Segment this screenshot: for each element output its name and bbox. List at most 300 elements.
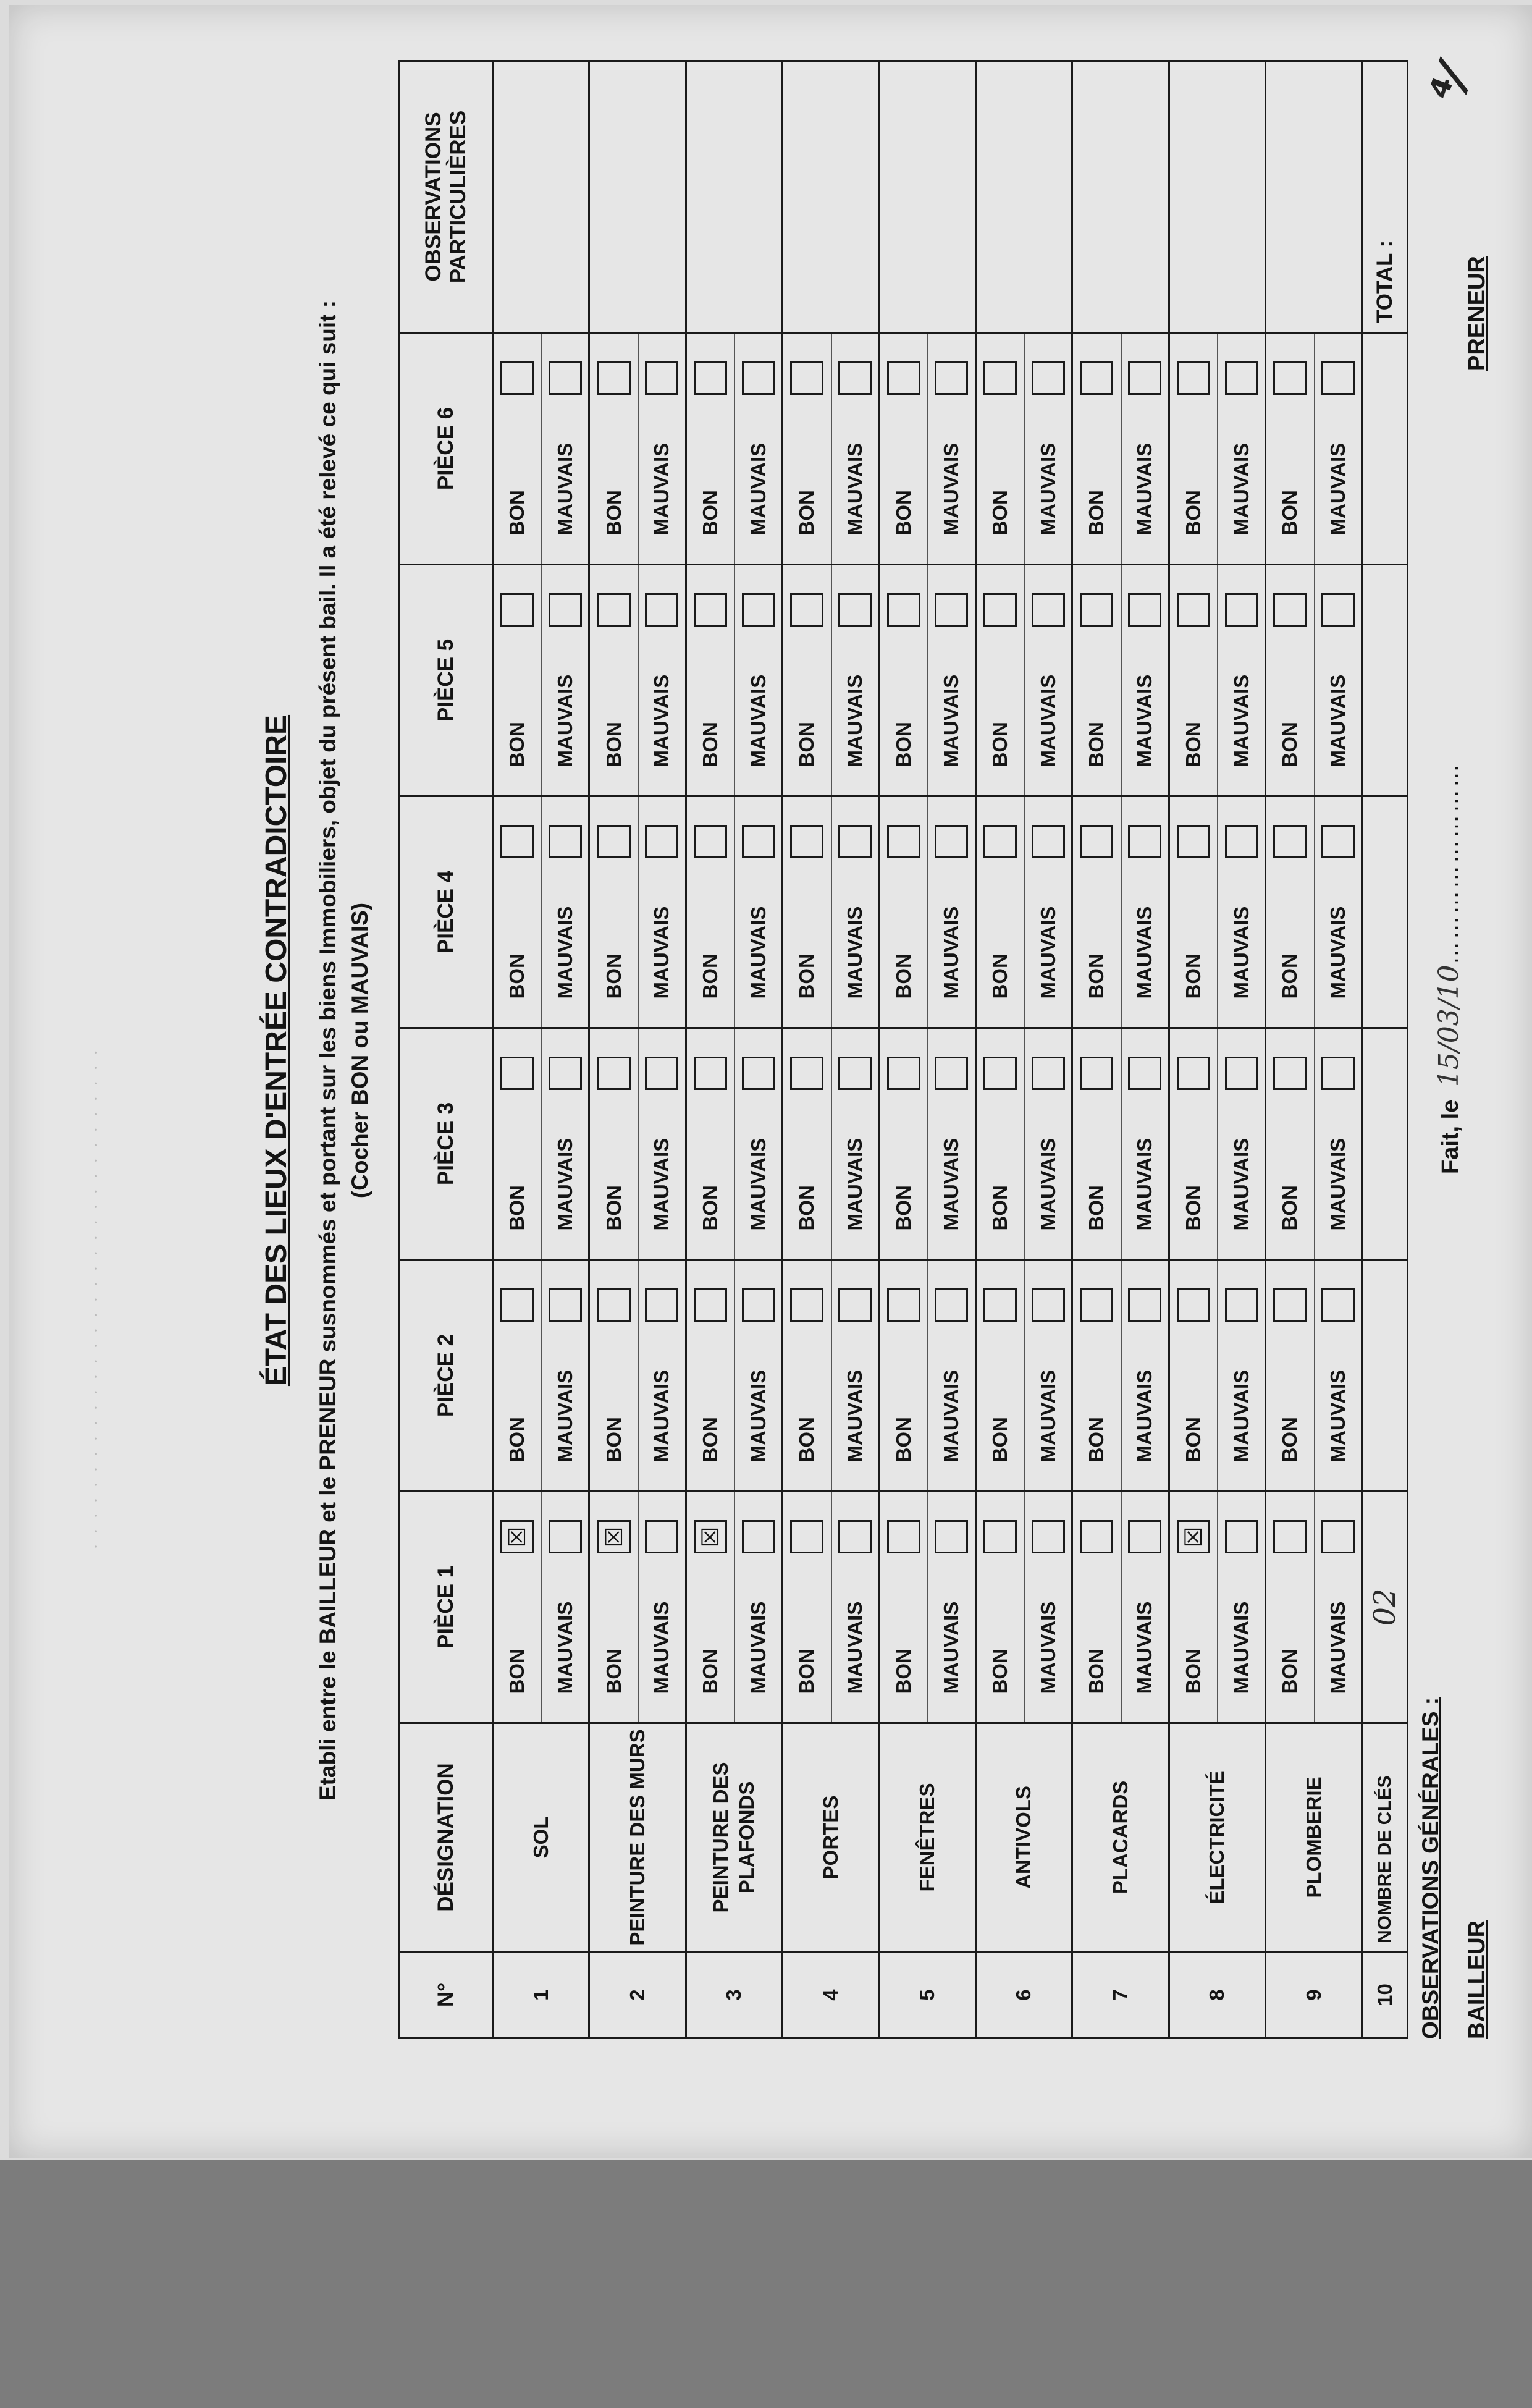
- option-stack: [1170, 334, 1265, 564]
- option-bad-checkbox[interactable]: [1321, 594, 1355, 627]
- option-good-checkbox[interactable]: [790, 362, 823, 395]
- option-bad-checkbox[interactable]: [1032, 1289, 1065, 1322]
- option-good-label: BON: [795, 953, 819, 999]
- option-bad-checkbox[interactable]: [935, 1057, 968, 1091]
- option-bad-label: MAUVAIS: [1133, 1138, 1156, 1231]
- option-stack: [1170, 1261, 1265, 1490]
- option-good: [977, 565, 1024, 795]
- option-good: [1073, 1261, 1121, 1490]
- option-bad-label: MAUVAIS: [746, 1369, 770, 1463]
- row-observations[interactable]: [1169, 61, 1265, 333]
- piece-4-cell: [1072, 796, 1169, 1028]
- option-good-label: BON: [1278, 490, 1302, 536]
- option-bad-checkbox[interactable]: [1225, 362, 1258, 395]
- option-good-label: BON: [795, 490, 819, 536]
- option-good-checkbox[interactable]: [983, 1057, 1017, 1091]
- row-designation: ANTIVOLS: [975, 1723, 1072, 1952]
- option-good: [880, 1261, 927, 1490]
- option-bad-label: MAUVAIS: [650, 1369, 673, 1463]
- option-good-label: BON: [891, 1649, 915, 1694]
- option-stack: [494, 1261, 588, 1490]
- option-bad-checkbox[interactable]: [1225, 1521, 1258, 1554]
- option-bad: [638, 334, 685, 564]
- option-bad-checkbox[interactable]: [935, 1289, 968, 1322]
- option-bad-checkbox[interactable]: [549, 1057, 582, 1091]
- option-good-label: BON: [1181, 1417, 1205, 1463]
- option-good-checkbox[interactable]: [1177, 1057, 1210, 1091]
- option-good-checkbox[interactable]: [1273, 1057, 1307, 1091]
- option-bad-checkbox[interactable]: [742, 826, 775, 859]
- option-bad: [1217, 1492, 1265, 1722]
- option-bad: [541, 1492, 589, 1722]
- option-bad-checkbox[interactable]: [935, 826, 968, 859]
- option-good-checkbox[interactable]: [790, 594, 823, 627]
- option-good-checkbox[interactable]: [1273, 1521, 1307, 1554]
- row-designation: ÉLECTRICITÉ: [1169, 1723, 1265, 1952]
- option-good-checkbox[interactable]: [500, 1289, 534, 1322]
- option-bad-checkbox[interactable]: [645, 1057, 678, 1091]
- option-good-checkbox[interactable]: [597, 1057, 631, 1091]
- option-bad-label: MAUVAIS: [1036, 1138, 1059, 1231]
- option-good-checkbox[interactable]: [1177, 1289, 1210, 1322]
- option-good: [1266, 797, 1314, 1027]
- row-observations[interactable]: [783, 61, 879, 333]
- option-bad-label: MAUVAIS: [746, 674, 770, 767]
- option-bad-label: MAUVAIS: [940, 1138, 963, 1231]
- option-good-label: BON: [988, 490, 1012, 536]
- header-designation: DÉSIGNATION: [400, 1723, 493, 1952]
- piece-1-cell: [1265, 1492, 1362, 1723]
- option-bad-checkbox[interactable]: [1321, 1057, 1355, 1091]
- option-good-checkbox[interactable]: [694, 594, 727, 627]
- piece-2-cell: [686, 1260, 782, 1492]
- option-good-checkbox[interactable]: [790, 1057, 823, 1091]
- option-bad-checkbox[interactable]: [935, 1521, 968, 1554]
- header-observations: OBSERVATIONS PARTICULIÈRES: [400, 61, 493, 333]
- option-bad-label: MAUVAIS: [1326, 1601, 1349, 1694]
- option-good-checkbox[interactable]: [1177, 594, 1210, 627]
- option-good-label: BON: [988, 1417, 1012, 1463]
- option-bad-checkbox[interactable]: [838, 1057, 872, 1091]
- option-bad-label: MAUVAIS: [940, 906, 963, 999]
- piece-6-cell: [1072, 333, 1169, 565]
- option-good-label: BON: [699, 1185, 722, 1231]
- row-observations[interactable]: [975, 61, 1072, 333]
- option-good: [494, 1029, 541, 1259]
- option-bad: [1024, 334, 1071, 564]
- option-good-label: BON: [1278, 1417, 1302, 1463]
- option-good: [1170, 1492, 1218, 1722]
- option-good-checkbox[interactable]: [1080, 362, 1113, 395]
- option-bad: [1314, 1492, 1362, 1722]
- option-bad-label: MAUVAIS: [843, 1138, 867, 1231]
- option-good: [783, 565, 831, 795]
- row-number: 10: [1362, 1952, 1408, 2038]
- option-bad: [1314, 334, 1362, 564]
- option-bad-checkbox[interactable]: [1032, 1057, 1065, 1091]
- option-stack: [880, 1029, 974, 1259]
- option-good-label: BON: [1181, 1649, 1205, 1694]
- option-good-checkbox[interactable]: [887, 1057, 920, 1091]
- option-good-checkbox[interactable]: [1273, 1289, 1307, 1322]
- row-number: 6: [975, 1952, 1072, 2038]
- option-bad-checkbox[interactable]: [1128, 362, 1161, 395]
- option-good-checkbox[interactable]: [1080, 1057, 1113, 1091]
- piece-2-cell: [1169, 1260, 1265, 1492]
- option-bad: [734, 797, 781, 1027]
- keys-piece-5-cell: [1362, 565, 1408, 796]
- option-bad-checkbox[interactable]: [838, 1521, 872, 1554]
- option-good: [880, 797, 927, 1027]
- lessor-signature-label: BAILLEUR: [1464, 1920, 1490, 2039]
- option-bad-checkbox[interactable]: [1128, 1289, 1161, 1322]
- option-good-checkbox[interactable]: [694, 1289, 727, 1322]
- option-good: [880, 565, 927, 795]
- option-bad-label: MAUVAIS: [1229, 1369, 1253, 1463]
- intro-line-1: Etabli entre le BAILLEUR et le PRENEUR susnommés et portant sur les biens Immobiliers, objet du présent bail. Il a été relevé ce qui suit :: [315, 300, 340, 1801]
- option-bad-checkbox[interactable]: [645, 594, 678, 627]
- option-stack: [494, 1029, 588, 1259]
- option-bad-checkbox[interactable]: [838, 1289, 872, 1322]
- header-piece-1: PIÈCE 1: [400, 1492, 493, 1723]
- option-good-checkbox[interactable]: [597, 362, 631, 395]
- rotated-document: [259, 62, 1495, 2039]
- option-bad-checkbox[interactable]: [645, 826, 678, 859]
- option-bad-label: MAUVAIS: [650, 674, 673, 767]
- option-bad: [1314, 797, 1362, 1027]
- row-designation: PLACARDS: [1072, 1723, 1169, 1952]
- option-bad: [1121, 565, 1168, 795]
- option-bad: [927, 1029, 975, 1259]
- option-good: [494, 797, 541, 1027]
- table-row: [783, 61, 879, 2038]
- piece-5-cell: [1265, 565, 1362, 796]
- option-good-label: BON: [1181, 490, 1205, 536]
- table-row: [1072, 61, 1169, 2038]
- piece-1-cell: [686, 1492, 782, 1723]
- piece-3-cell: [975, 1028, 1072, 1260]
- option-good-label: BON: [1278, 1649, 1302, 1694]
- row-designation: SOL: [493, 1723, 589, 1952]
- option-bad: [734, 1261, 781, 1490]
- keys-label: NOMBRE DE CLÉS: [1362, 1723, 1408, 1952]
- option-bad: [1121, 797, 1168, 1027]
- option-bad-checkbox[interactable]: [1032, 594, 1065, 627]
- option-bad-checkbox[interactable]: [549, 362, 582, 395]
- option-good: [687, 565, 734, 795]
- option-bad-checkbox[interactable]: [742, 594, 775, 627]
- piece-6-cell: [975, 333, 1072, 565]
- piece-3-cell: [879, 1028, 975, 1260]
- option-good-checkbox[interactable]: [1273, 594, 1307, 627]
- option-good-checkbox[interactable]: [694, 826, 727, 859]
- option-bad-checkbox[interactable]: [1321, 1289, 1355, 1322]
- option-stack: [880, 1261, 974, 1490]
- option-bad-checkbox[interactable]: [1225, 1057, 1258, 1091]
- option-bad: [1024, 797, 1071, 1027]
- option-good-checkbox[interactable]: [887, 1289, 920, 1322]
- option-good-label: BON: [505, 1185, 529, 1231]
- piece-1-cell: [1169, 1492, 1265, 1723]
- option-bad: [1121, 1261, 1168, 1490]
- row-designation: PEINTURE DES MURS: [589, 1723, 686, 1952]
- option-good-checkbox[interactable]: [1273, 362, 1307, 395]
- option-stack: [1266, 565, 1361, 795]
- option-bad-checkbox[interactable]: [742, 1057, 775, 1091]
- option-stack: [590, 1261, 684, 1490]
- piece-5-cell: [879, 565, 975, 796]
- option-good-label: BON: [602, 953, 625, 999]
- option-good-label: BON: [891, 722, 915, 767]
- option-bad-checkbox[interactable]: [742, 1521, 775, 1554]
- option-bad-label: MAUVAIS: [1326, 1369, 1349, 1463]
- option-bad: [831, 1261, 878, 1490]
- option-good: [590, 1029, 638, 1259]
- option-good-checkbox[interactable]: [790, 1521, 823, 1554]
- option-good: [977, 1261, 1024, 1490]
- option-good-label: BON: [1181, 722, 1205, 767]
- option-bad-label: MAUVAIS: [1133, 1369, 1156, 1463]
- piece-3-cell: [1265, 1028, 1362, 1260]
- option-good-checkbox[interactable]: ☒: [500, 1521, 534, 1554]
- option-good-checkbox[interactable]: ☒: [597, 1521, 631, 1554]
- option-bad: [831, 334, 878, 564]
- option-stack: [1266, 797, 1361, 1027]
- piece-5-cell: [493, 565, 589, 796]
- option-bad-checkbox[interactable]: [645, 1521, 678, 1554]
- tenant-signature-label: PRENEUR: [1464, 256, 1490, 371]
- option-bad-checkbox[interactable]: [1032, 362, 1065, 395]
- option-bad-checkbox[interactable]: [1128, 594, 1161, 627]
- row-observations[interactable]: [493, 61, 589, 333]
- option-good-checkbox[interactable]: [500, 362, 534, 395]
- piece-2-cell: [589, 1260, 686, 1492]
- option-good-label: BON: [1085, 953, 1108, 999]
- option-bad-checkbox[interactable]: [1128, 1521, 1161, 1554]
- row-observations[interactable]: [1265, 61, 1362, 333]
- option-good-checkbox[interactable]: [694, 1057, 727, 1091]
- option-bad-checkbox[interactable]: [549, 1289, 582, 1322]
- option-stack: [590, 334, 684, 564]
- option-good-label: BON: [891, 1185, 915, 1231]
- option-good-checkbox[interactable]: [887, 594, 920, 627]
- row-observations[interactable]: [879, 61, 975, 333]
- option-good-checkbox[interactable]: [1177, 362, 1210, 395]
- option-bad-label: MAUVAIS: [1036, 442, 1059, 536]
- option-good: [590, 1261, 638, 1490]
- option-stack: [1073, 797, 1168, 1027]
- option-bad-checkbox[interactable]: [742, 362, 775, 395]
- option-bad: [541, 797, 589, 1027]
- option-good-checkbox[interactable]: [983, 362, 1017, 395]
- option-bad-checkbox[interactable]: [549, 594, 582, 627]
- option-bad-checkbox[interactable]: [1032, 1521, 1065, 1554]
- option-good-label: BON: [988, 953, 1012, 999]
- option-good-label: BON: [1181, 953, 1205, 999]
- option-good: [494, 1492, 541, 1722]
- option-good: [687, 1029, 734, 1259]
- option-bad: [927, 1261, 975, 1490]
- option-good-checkbox[interactable]: [790, 1289, 823, 1322]
- option-stack: [977, 334, 1071, 564]
- option-good: [687, 1492, 734, 1722]
- option-bad-checkbox[interactable]: [549, 826, 582, 859]
- option-stack: [1073, 1029, 1168, 1259]
- piece-1-cell: [783, 1492, 879, 1723]
- piece-2-cell: [879, 1260, 975, 1492]
- option-good-label: BON: [988, 722, 1012, 767]
- option-good-label: BON: [505, 722, 529, 767]
- option-bad: [927, 1492, 975, 1722]
- option-bad-label: MAUVAIS: [650, 1138, 673, 1231]
- header-piece-3: PIÈCE 3: [400, 1028, 493, 1260]
- piece-2-cell: [783, 1260, 879, 1492]
- option-good-checkbox[interactable]: [1080, 826, 1113, 859]
- option-bad-label: MAUVAIS: [940, 442, 963, 536]
- option-good-checkbox[interactable]: [1080, 1521, 1113, 1554]
- option-bad-checkbox[interactable]: [1321, 1521, 1355, 1554]
- option-stack: [1266, 1029, 1361, 1259]
- option-bad-label: MAUVAIS: [746, 1601, 770, 1694]
- option-bad-checkbox[interactable]: [645, 1289, 678, 1322]
- option-bad: [1217, 797, 1265, 1027]
- option-stack: [687, 1261, 781, 1490]
- option-bad-checkbox[interactable]: [935, 594, 968, 627]
- piece-6-cell: [879, 333, 975, 565]
- option-bad-label: MAUVAIS: [1326, 674, 1349, 767]
- option-good-checkbox[interactable]: [597, 826, 631, 859]
- option-bad: [927, 565, 975, 795]
- keys-piece-4-cell: [1362, 796, 1408, 1028]
- option-bad-label: MAUVAIS: [1229, 1138, 1253, 1231]
- option-good-checkbox[interactable]: [597, 1289, 631, 1322]
- option-good-checkbox[interactable]: [597, 594, 631, 627]
- row-observations[interactable]: [686, 61, 782, 333]
- option-good-checkbox[interactable]: [983, 1521, 1017, 1554]
- option-bad-checkbox[interactable]: [838, 594, 872, 627]
- option-good-checkbox[interactable]: [500, 1057, 534, 1091]
- option-bad: [831, 1492, 878, 1722]
- option-bad-label: MAUVAIS: [553, 442, 576, 536]
- option-good: [1073, 1029, 1121, 1259]
- option-bad-checkbox[interactable]: [838, 362, 872, 395]
- option-bad: [1024, 1261, 1071, 1490]
- option-bad: [831, 1029, 878, 1259]
- option-good-checkbox[interactable]: [887, 362, 920, 395]
- option-bad-checkbox[interactable]: [742, 1289, 775, 1322]
- option-good: [1170, 334, 1218, 564]
- option-good: [590, 797, 638, 1027]
- option-good: [977, 1029, 1024, 1259]
- option-good-checkbox[interactable]: [983, 594, 1017, 627]
- option-good-checkbox[interactable]: ☒: [1177, 1521, 1210, 1554]
- option-good-checkbox[interactable]: [500, 594, 534, 627]
- option-good: [1170, 1261, 1218, 1490]
- option-good-checkbox[interactable]: [983, 826, 1017, 859]
- row-observations[interactable]: [589, 61, 686, 333]
- piece-6-cell: [493, 333, 589, 565]
- option-bad-checkbox[interactable]: [549, 1521, 582, 1554]
- option-good: [880, 1029, 927, 1259]
- option-stack: [977, 565, 1071, 795]
- row-designation: PLOMBERIE: [1265, 1723, 1362, 1952]
- option-bad: [831, 565, 878, 795]
- option-stack: [1266, 334, 1361, 564]
- option-bad-checkbox[interactable]: [1032, 826, 1065, 859]
- option-good-checkbox[interactable]: [1273, 826, 1307, 859]
- option-bad-label: MAUVAIS: [843, 906, 867, 999]
- option-bad-checkbox[interactable]: [838, 826, 872, 859]
- piece-1-cell: [1072, 1492, 1169, 1723]
- piece-4-cell: [589, 796, 686, 1028]
- row-designation: PEINTURE DES PLAFONDS: [686, 1723, 782, 1952]
- option-good-checkbox[interactable]: [1177, 826, 1210, 859]
- option-bad-checkbox[interactable]: [1225, 594, 1258, 627]
- row-number: 1: [493, 1952, 589, 2038]
- row-observations[interactable]: [1072, 61, 1169, 333]
- option-stack: [977, 1492, 1071, 1722]
- option-bad-checkbox[interactable]: [1321, 826, 1355, 859]
- option-stack: [590, 1029, 684, 1259]
- option-bad: [541, 1261, 589, 1490]
- option-bad: [638, 1029, 685, 1259]
- option-good-checkbox[interactable]: [790, 826, 823, 859]
- option-good-label: BON: [795, 722, 819, 767]
- piece-2-cell: [975, 1260, 1072, 1492]
- option-stack: [1170, 1029, 1265, 1259]
- option-good-checkbox[interactable]: ☒: [694, 1521, 727, 1554]
- option-bad-checkbox[interactable]: [1321, 362, 1355, 395]
- option-good-checkbox[interactable]: [1080, 594, 1113, 627]
- option-stack: [687, 1029, 781, 1259]
- option-good-checkbox[interactable]: [1080, 1289, 1113, 1322]
- row-number: 2: [589, 1952, 686, 2038]
- header-piece-4: PIÈCE 4: [400, 796, 493, 1028]
- piece-6-cell: [1169, 333, 1265, 565]
- option-bad-checkbox[interactable]: [1128, 1057, 1161, 1091]
- option-bad-checkbox[interactable]: [1225, 1289, 1258, 1322]
- table-row: [975, 61, 1072, 2038]
- option-good-checkbox[interactable]: [500, 826, 534, 859]
- option-good-checkbox[interactable]: [694, 362, 727, 395]
- option-good-label: BON: [988, 1649, 1012, 1694]
- option-good-label: BON: [505, 490, 529, 536]
- option-good-label: BON: [795, 1417, 819, 1463]
- option-stack: [494, 797, 588, 1027]
- header-piece-6: PIÈCE 6: [400, 333, 493, 565]
- option-good-label: BON: [602, 1649, 625, 1694]
- table-row: [1265, 61, 1362, 2038]
- option-good-label: BON: [699, 1649, 722, 1694]
- option-bad: [638, 565, 685, 795]
- option-bad-checkbox[interactable]: [935, 362, 968, 395]
- option-good-checkbox[interactable]: [983, 1289, 1017, 1322]
- option-good: [783, 1261, 831, 1490]
- option-bad-checkbox[interactable]: [1128, 826, 1161, 859]
- option-bad: [1121, 1492, 1168, 1722]
- option-good-checkbox[interactable]: [887, 1521, 920, 1554]
- option-stack: [590, 565, 684, 795]
- option-stack: [880, 334, 974, 564]
- piece-5-cell: [686, 565, 782, 796]
- option-bad-checkbox[interactable]: [645, 362, 678, 395]
- option-bad-label: MAUVAIS: [1229, 674, 1253, 767]
- option-stack: [1073, 334, 1168, 564]
- option-bad-checkbox[interactable]: [1225, 826, 1258, 859]
- option-bad: [1024, 1029, 1071, 1259]
- option-good-checkbox[interactable]: [887, 826, 920, 859]
- piece-1-cell: [975, 1492, 1072, 1723]
